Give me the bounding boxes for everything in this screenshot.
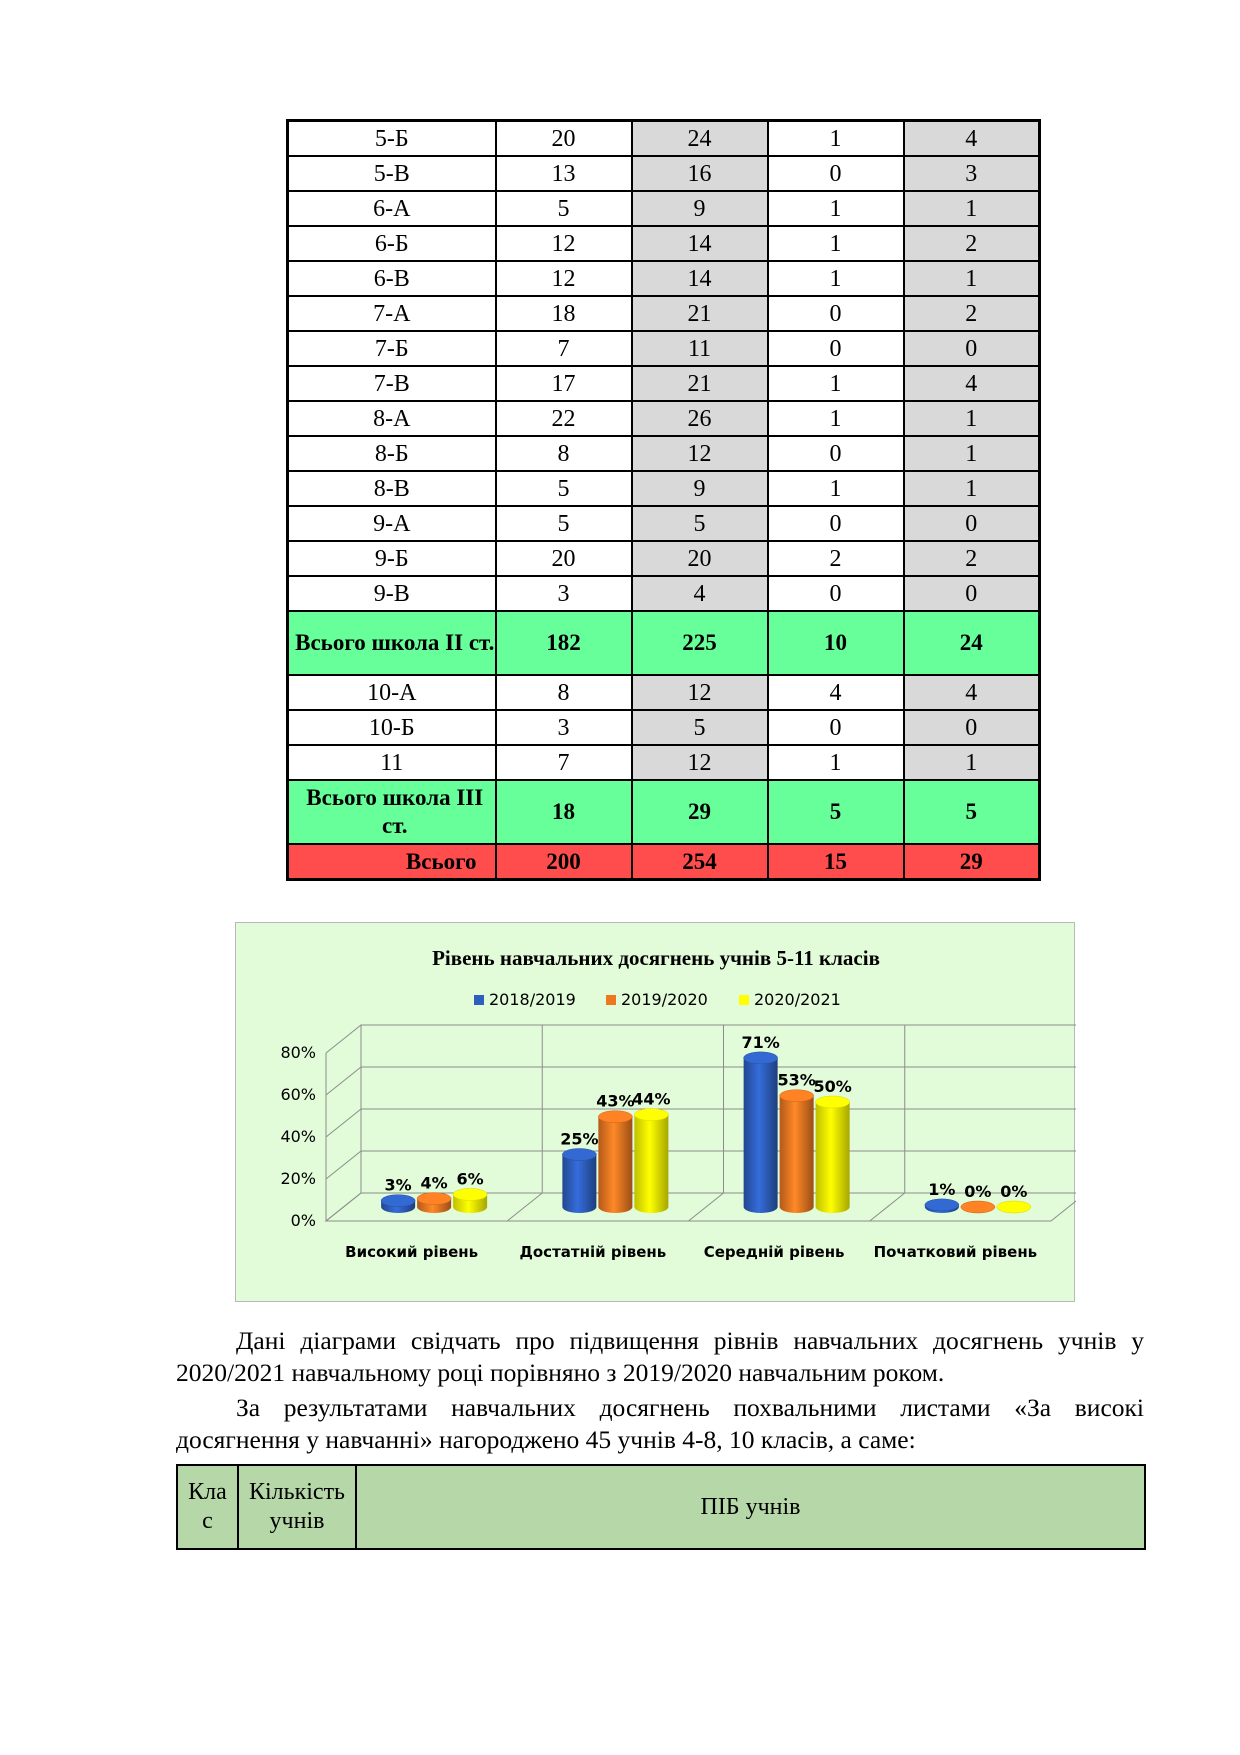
class-cell: Всього школа III ст. bbox=[288, 780, 496, 844]
header-names: ПІБ учнів bbox=[356, 1465, 1145, 1549]
value-cell: 13 bbox=[496, 156, 632, 191]
value-cell: 0 bbox=[768, 436, 904, 471]
class-cell: 7-В bbox=[288, 366, 496, 401]
value-cell: 225 bbox=[632, 611, 768, 675]
value-cell: 20 bbox=[496, 121, 632, 157]
legend-label: 2019/2020 bbox=[621, 990, 708, 1009]
chart-canvas bbox=[236, 923, 1076, 1303]
value-cell: 0 bbox=[768, 576, 904, 611]
value-cell: 22 bbox=[496, 401, 632, 436]
value-cell: 1 bbox=[768, 261, 904, 296]
value-cell: 1 bbox=[768, 121, 904, 157]
data-label: 0% bbox=[964, 1182, 992, 1201]
value-cell: 2 bbox=[904, 226, 1040, 261]
class-cell: 9-В bbox=[288, 576, 496, 611]
value-cell: 5 bbox=[632, 506, 768, 541]
bar-body bbox=[744, 1058, 778, 1213]
value-cell: 200 bbox=[496, 844, 632, 880]
legend-swatch bbox=[739, 995, 749, 1005]
value-cell: 4 bbox=[768, 675, 904, 710]
awards-header-row bbox=[177, 1465, 1145, 1549]
value-cell: 1 bbox=[768, 191, 904, 226]
table-row bbox=[288, 436, 1040, 471]
value-cell: 29 bbox=[632, 780, 768, 844]
value-cell: 4 bbox=[904, 366, 1040, 401]
value-cell: 1 bbox=[904, 261, 1040, 296]
gridline-side bbox=[326, 1109, 361, 1137]
value-cell: 12 bbox=[632, 436, 768, 471]
value-cell: 12 bbox=[496, 226, 632, 261]
value-cell: 5 bbox=[904, 780, 1040, 844]
bar-top bbox=[744, 1052, 778, 1064]
table-row bbox=[288, 471, 1040, 506]
table-row bbox=[288, 121, 1040, 157]
data-label: 50% bbox=[813, 1077, 852, 1096]
y-tick-label: 40% bbox=[280, 1127, 316, 1146]
value-cell: 5 bbox=[496, 191, 632, 226]
value-cell: 9 bbox=[632, 191, 768, 226]
value-cell: 21 bbox=[632, 296, 768, 331]
class-cell: 10-Б bbox=[288, 710, 496, 745]
floor-divider bbox=[870, 1193, 905, 1221]
value-cell: 0 bbox=[904, 710, 1040, 745]
table-row bbox=[288, 710, 1040, 745]
table-row bbox=[288, 745, 1040, 780]
table-row bbox=[288, 191, 1040, 226]
data-label: 4% bbox=[420, 1173, 448, 1193]
class-cell: 9-Б bbox=[288, 541, 496, 576]
value-cell: 18 bbox=[496, 296, 632, 331]
value-cell: 1 bbox=[768, 226, 904, 261]
bar-top bbox=[598, 1111, 632, 1123]
value-cell: 4 bbox=[632, 576, 768, 611]
value-cell: 0 bbox=[768, 506, 904, 541]
value-cell: 8 bbox=[496, 675, 632, 710]
x-category-label: Середній рівень bbox=[703, 1243, 845, 1261]
bar-top bbox=[453, 1188, 487, 1200]
value-cell: 1 bbox=[768, 471, 904, 506]
bar-top bbox=[961, 1201, 995, 1213]
value-cell: 2 bbox=[904, 541, 1040, 576]
paragraph-awards: За результатами навчальних досягнень похвальними листами «За високі досягнення у навчанні» нагороджено 45 учнів 4-8, 10 класів, а саме: bbox=[176, 1393, 1144, 1454]
value-cell: 20 bbox=[496, 541, 632, 576]
data-label: 6% bbox=[456, 1169, 484, 1189]
value-cell: 12 bbox=[632, 745, 768, 780]
paragraph-conclusion: Дані діаграми свідчать про підвищення рівнів навчальних досягнень учнів у 2020/2021 навчальному році порівняно з 2019/2020 навчальним роком. bbox=[176, 1326, 1144, 1387]
value-cell: 0 bbox=[768, 156, 904, 191]
class-cell: 11 bbox=[288, 745, 496, 780]
bar-top bbox=[417, 1193, 451, 1205]
value-cell: 14 bbox=[632, 226, 768, 261]
value-cell: 2 bbox=[904, 296, 1040, 331]
value-cell: 11 bbox=[632, 331, 768, 366]
value-cell: 10 bbox=[768, 611, 904, 675]
bar-top bbox=[816, 1096, 850, 1108]
x-category-label: Високий рівень bbox=[345, 1243, 479, 1261]
header-class: Кла с bbox=[177, 1465, 238, 1549]
value-cell: 26 bbox=[632, 401, 768, 436]
table-row bbox=[288, 261, 1040, 296]
achievement-chart bbox=[235, 922, 1075, 1302]
value-cell: 24 bbox=[904, 611, 1040, 675]
value-cell: 4 bbox=[904, 121, 1040, 157]
value-cell: 12 bbox=[496, 261, 632, 296]
value-cell: 0 bbox=[768, 296, 904, 331]
value-cell: 9 bbox=[632, 471, 768, 506]
value-cell: 4 bbox=[904, 675, 1040, 710]
class-cell: 6-В bbox=[288, 261, 496, 296]
class-cell: 8-Б bbox=[288, 436, 496, 471]
table-row bbox=[288, 331, 1040, 366]
legend-swatch bbox=[474, 995, 484, 1005]
value-cell: 1 bbox=[904, 745, 1040, 780]
table-row bbox=[288, 366, 1040, 401]
value-cell: 0 bbox=[904, 506, 1040, 541]
data-label: 0% bbox=[1000, 1182, 1028, 1201]
value-cell: 18 bbox=[496, 780, 632, 844]
awards-table bbox=[176, 1464, 1146, 1550]
x-category-label: Достатній рівень bbox=[519, 1243, 667, 1261]
y-tick-label: 80% bbox=[280, 1043, 316, 1062]
bar-body bbox=[780, 1096, 814, 1213]
bar-top bbox=[634, 1109, 668, 1121]
value-cell: 12 bbox=[632, 675, 768, 710]
value-cell: 20 bbox=[632, 541, 768, 576]
class-cell: 9-А bbox=[288, 506, 496, 541]
value-cell: 5 bbox=[496, 506, 632, 541]
value-cell: 24 bbox=[632, 121, 768, 157]
header-count: Кількість учнів bbox=[238, 1465, 356, 1549]
value-cell: 1 bbox=[904, 401, 1040, 436]
class-cell: 5-В bbox=[288, 156, 496, 191]
total-row bbox=[288, 844, 1040, 880]
value-cell: 7 bbox=[496, 331, 632, 366]
legend-swatch bbox=[606, 995, 616, 1005]
value-cell: 21 bbox=[632, 366, 768, 401]
value-cell: 254 bbox=[632, 844, 768, 880]
bar-top bbox=[997, 1201, 1031, 1213]
legend-label: 2020/2021 bbox=[754, 990, 841, 1009]
bar-body bbox=[598, 1117, 632, 1213]
x-category-label: Початковий рівень bbox=[873, 1243, 1038, 1261]
class-cell: 6-А bbox=[288, 191, 496, 226]
value-cell: 1 bbox=[768, 401, 904, 436]
floor-divider bbox=[507, 1193, 542, 1221]
legend-label: 2018/2019 bbox=[489, 990, 576, 1009]
subtotal-row bbox=[288, 780, 1040, 844]
class-cell: 8-А bbox=[288, 401, 496, 436]
bar-top bbox=[780, 1090, 814, 1102]
y-tick-label: 0% bbox=[290, 1211, 316, 1230]
value-cell: 0 bbox=[904, 331, 1040, 366]
class-cell: 5-Б bbox=[288, 121, 496, 157]
value-cell: 5 bbox=[632, 710, 768, 745]
data-label: 53% bbox=[777, 1070, 816, 1090]
value-cell: 3 bbox=[496, 710, 632, 745]
value-cell: 16 bbox=[632, 156, 768, 191]
gridline-side bbox=[326, 1067, 361, 1095]
table-row bbox=[288, 296, 1040, 331]
table-row bbox=[288, 675, 1040, 710]
chart-title: Рівень навчальних досягнень учнів 5-11 класів bbox=[432, 946, 880, 970]
bar-top bbox=[925, 1199, 959, 1211]
data-label: 44% bbox=[632, 1089, 671, 1109]
value-cell: 15 bbox=[768, 844, 904, 880]
y-tick-label: 20% bbox=[280, 1169, 316, 1188]
value-cell: 0 bbox=[768, 710, 904, 745]
data-label: 25% bbox=[560, 1129, 599, 1149]
bar-body bbox=[634, 1115, 668, 1213]
value-cell: 14 bbox=[632, 261, 768, 296]
value-cell: 1 bbox=[904, 471, 1040, 506]
subtotal-row bbox=[288, 611, 1040, 675]
data-label: 3% bbox=[384, 1175, 412, 1195]
value-cell: 1 bbox=[904, 436, 1040, 471]
bar-body bbox=[816, 1102, 850, 1213]
table-row bbox=[288, 541, 1040, 576]
data-label: 71% bbox=[741, 1032, 780, 1052]
value-cell: 2 bbox=[768, 541, 904, 576]
value-cell: 17 bbox=[496, 366, 632, 401]
value-cell: 0 bbox=[768, 331, 904, 366]
gridline-side bbox=[326, 1151, 361, 1179]
class-cell: 8-В bbox=[288, 471, 496, 506]
class-cell: Всього школа II ст. bbox=[288, 611, 496, 675]
value-cell: 182 bbox=[496, 611, 632, 675]
class-cell: Всього bbox=[288, 844, 496, 880]
value-cell: 3 bbox=[496, 576, 632, 611]
table-row bbox=[288, 156, 1040, 191]
value-cell: 1 bbox=[768, 366, 904, 401]
data-label: 1% bbox=[928, 1179, 956, 1199]
class-cell: 6-Б bbox=[288, 226, 496, 261]
data-label: 43% bbox=[596, 1091, 635, 1111]
bar-body bbox=[562, 1155, 596, 1214]
floor-divider bbox=[689, 1193, 724, 1221]
value-cell: 3 bbox=[904, 156, 1040, 191]
value-cell: 1 bbox=[768, 745, 904, 780]
value-cell: 1 bbox=[904, 191, 1040, 226]
value-cell: 0 bbox=[904, 576, 1040, 611]
class-cell: 7-Б bbox=[288, 331, 496, 366]
bar-top bbox=[381, 1195, 415, 1207]
table-row bbox=[288, 226, 1040, 261]
class-cell: 10-А bbox=[288, 675, 496, 710]
y-tick-label: 60% bbox=[280, 1085, 316, 1104]
table-row bbox=[288, 576, 1040, 611]
bar-top bbox=[562, 1149, 596, 1161]
value-cell: 5 bbox=[768, 780, 904, 844]
value-cell: 7 bbox=[496, 745, 632, 780]
table-row bbox=[288, 506, 1040, 541]
value-cell: 5 bbox=[496, 471, 632, 506]
gridline-side bbox=[326, 1025, 361, 1053]
value-cell: 29 bbox=[904, 844, 1040, 880]
table-row bbox=[288, 401, 1040, 436]
value-cell: 8 bbox=[496, 436, 632, 471]
class-cell: 7-А bbox=[288, 296, 496, 331]
stats-table bbox=[286, 119, 1041, 881]
